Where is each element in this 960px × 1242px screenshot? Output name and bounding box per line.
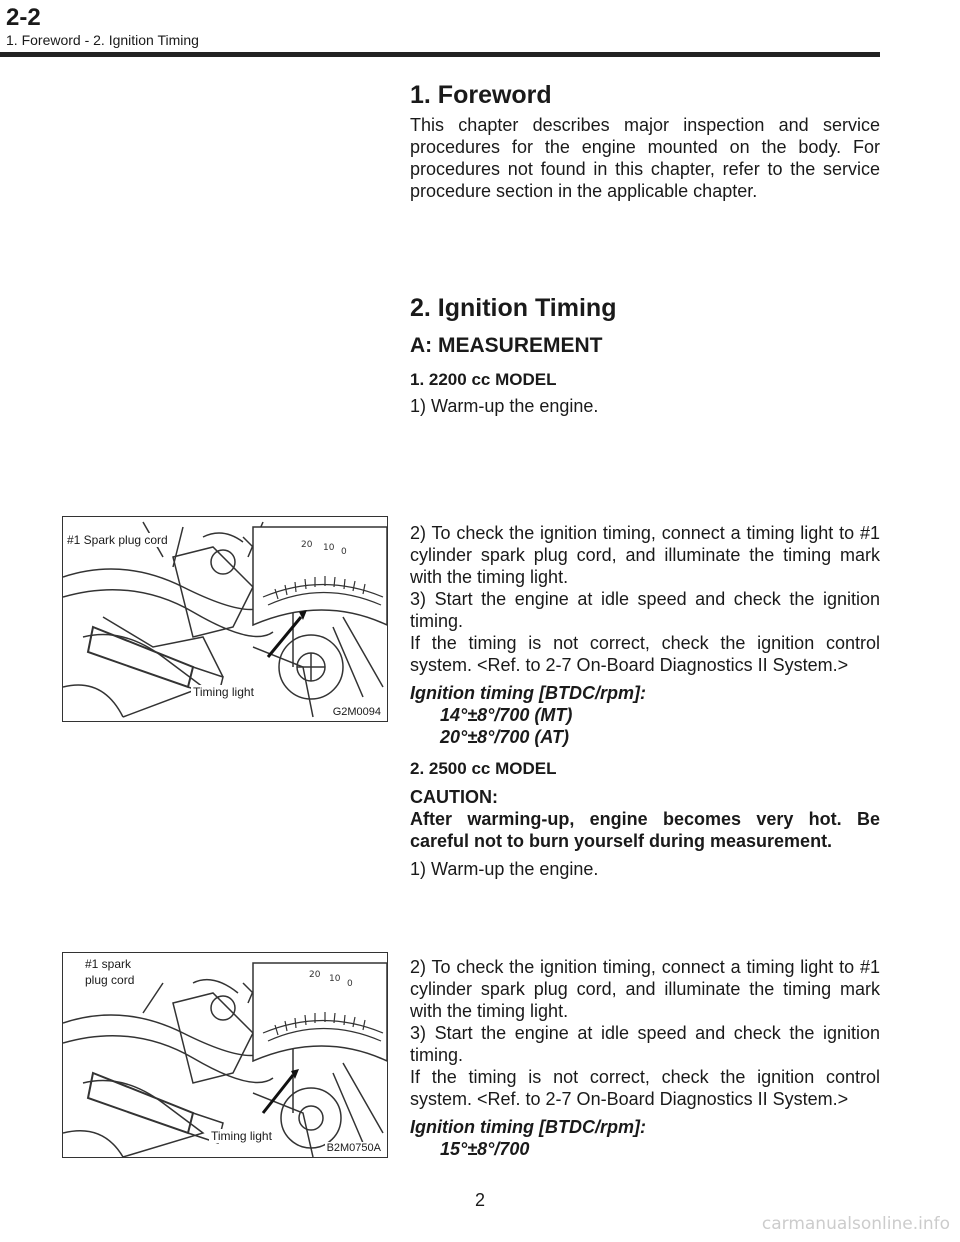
model-2200-spec-mt: 14°±8°/700 (MT) bbox=[440, 705, 573, 725]
caution-title: CAUTION: bbox=[410, 787, 498, 807]
figure-2200 bbox=[62, 516, 388, 722]
ignition-title: 2. Ignition Timing bbox=[410, 294, 617, 322]
label-spark-plug-line2: plug cord bbox=[85, 973, 135, 987]
ignition-section bbox=[410, 293, 880, 417]
figure-2500 bbox=[62, 952, 388, 1158]
section-code: 2-2 bbox=[6, 4, 41, 31]
model-2500-step3: 3) Start the engine at idle speed and check the ignition timing. bbox=[410, 1023, 880, 1065]
figure-code-2500: B2M0750A bbox=[326, 1142, 381, 1154]
model-2500-heading: 2. 2500 cc MODEL bbox=[410, 759, 557, 778]
foreword-body: This chapter describes major inspection and service procedures for the engine mounted on the body. For procedures not found in this chapter, refer to the service procedure section in the applicable chapter. bbox=[410, 115, 880, 201]
watermark: carmanualsonline.info bbox=[761, 1214, 950, 1234]
foreword-section bbox=[410, 80, 880, 202]
model-2500-spec-value: 15°±8°/700 bbox=[440, 1139, 530, 1159]
scale-mark-10: 10 bbox=[323, 543, 335, 553]
model-2500-step1: 1) Warm-up the engine. bbox=[410, 859, 599, 879]
model-2500-spec-label: Ignition timing [BTDC/rpm]: bbox=[410, 1117, 646, 1137]
figure-code-2200: G2M0094 bbox=[332, 706, 381, 718]
scale-mark-20: 20 bbox=[309, 970, 321, 980]
label-spark-plug-cord: #1 Spark plug cord bbox=[67, 533, 168, 547]
model-2200-steps bbox=[410, 522, 880, 880]
label-timing-light: Timing light bbox=[193, 685, 254, 699]
scale-mark-20: 20 bbox=[301, 540, 313, 550]
scale-mark-0: 0 bbox=[347, 979, 353, 989]
header-rule bbox=[0, 52, 880, 57]
model-2200-note: If the timing is not correct, check the ignition control system. <Ref. to 2-7 On-Board Diagnostics II System.> bbox=[410, 633, 880, 675]
scale-mark-0: 0 bbox=[341, 547, 347, 557]
model-2200-spec-at: 20°±8°/700 (AT) bbox=[440, 727, 569, 747]
model-2200-step1: 1) Warm-up the engine. bbox=[410, 396, 599, 416]
section-subtitle: 1. Foreword - 2. Ignition Timing bbox=[6, 32, 199, 48]
page-number: 2 bbox=[474, 1190, 485, 1210]
scale-mark-10: 10 bbox=[329, 974, 341, 984]
measurement-heading: A: MEASUREMENT bbox=[410, 334, 603, 357]
model-2200-step2: 2) To check the ignition timing, connect a timing light to #1 cylinder spark plug cord, and illuminate the timing mark with the timing light. bbox=[410, 523, 880, 587]
model-2200-heading: 1. 2200 cc MODEL bbox=[410, 370, 557, 389]
label-timing-light: Timing light bbox=[211, 1129, 272, 1143]
model-2200-step3: 3) Start the engine at idle speed and check the ignition timing. bbox=[410, 589, 880, 631]
caution-text: After warming-up, engine becomes very hot. Be careful not to burn yourself during measurement. bbox=[410, 809, 880, 851]
model-2500-steps bbox=[410, 956, 880, 1160]
model-2500-note: If the timing is not correct, check the ignition control system. <Ref. to 2-7 On-Board Diagnostics II System.> bbox=[410, 1067, 880, 1109]
foreword-title: 1. Foreword bbox=[410, 81, 552, 109]
model-2500-step2: 2) To check the ignition timing, connect a timing light to #1 cylinder spark plug cord, and illuminate the timing mark with the timing light. bbox=[410, 957, 880, 1021]
model-2200-spec-label: Ignition timing [BTDC/rpm]: bbox=[410, 683, 646, 703]
label-spark-plug-line1: #1 spark bbox=[85, 957, 132, 971]
